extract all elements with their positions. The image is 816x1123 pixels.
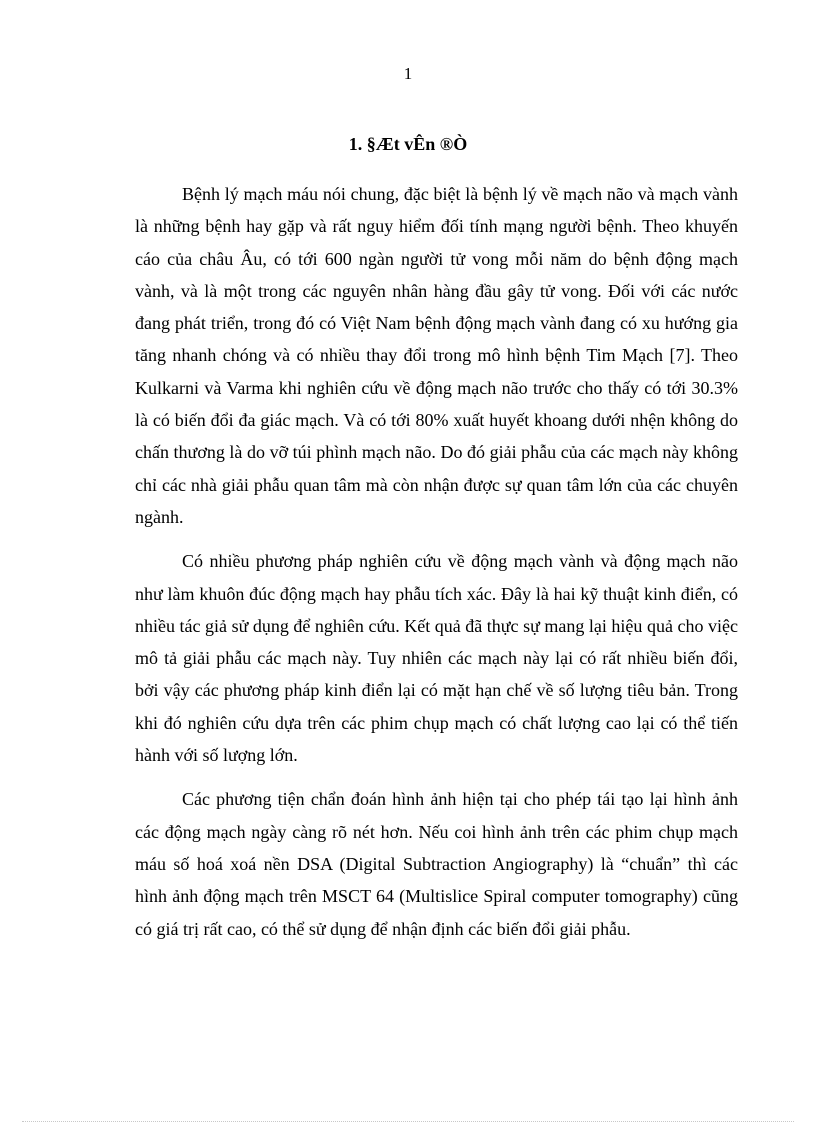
paragraph: Các phương tiện chẩn đoán hình ảnh hiện tại cho phép tái tạo lại hình ảnh các động mạch ngày càng rõ nét hơn. Nếu coi hình ảnh trên các phim chụp mạch máu số hoá xoá nền DSA (Digital Subtraction Angiography) là “chuẩn” thì các hình ảnh động mạch trên MSCT 64 (Multislice Spiral computer tomography) cũng có giá trị rất cao, có thể sử dụng để nhận định các biến đổi giải phẫu. [135, 789, 738, 939]
section-heading: 1. §Æt vÊn ®Ò [348, 134, 468, 154]
page-number: 1 [403, 64, 413, 83]
paragraph: Bệnh lý mạch máu nói chung, đặc biệt là bệnh lý về mạch não và mạch vành là những bệnh hay gặp và rất nguy hiểm đối tính mạng người bệnh. Theo khuyến cáo của châu Âu, có tới 600 ngàn người tử vong mỗi năm do bệnh động mạch vành, và là một trong các nguyên nhân hàng đầu gây tử vong. Đối với các nước đang phát triển, trong đó có Việt Nam bệnh động mạch vành đang có xu hướng gia tăng nhanh chóng và có nhiều thay đổi trong mô hình bệnh Tim Mạch [7]. Theo Kulkarni và Varma khi nghiên cứu về động mạch não trước cho thấy có tới 30.3% là có biến đổi đa giác mạch. Và có tới 80% xuất huyết khoang dưới nhện không do chấn thương là do vỡ túi phình mạch não. Do đó giải phẫu của các mạch này không chỉ các nhà giải phẫu quan tâm mà còn nhận được sự quan tâm lớn của các chuyên ngành. [135, 184, 738, 527]
page-bottom-divider [22, 1121, 794, 1122]
body-text [135, 178, 738, 945]
paragraph: Có nhiều phương pháp nghiên cứu về động mạch vành và động mạch não như làm khuôn đúc động mạch hay phẫu tích xác. Đây là hai kỹ thuật kinh điển, có nhiều tác giả sử dụng để nghiên cứu. Kết quả đã thực sự mang lại hiệu quả cho việc mô tả giải phẫu các mạch này. Tuy nhiên các mạch này lại có rất nhiều biến đổi, bởi vậy các phương pháp kinh điển lại có mặt hạn chế về số lượng tiêu bản. Trong khi đó nghiên cứu dựa trên các phim chụp mạch có chất lượng cao lại có thể tiến hành với số lượng lớn. [135, 551, 738, 766]
